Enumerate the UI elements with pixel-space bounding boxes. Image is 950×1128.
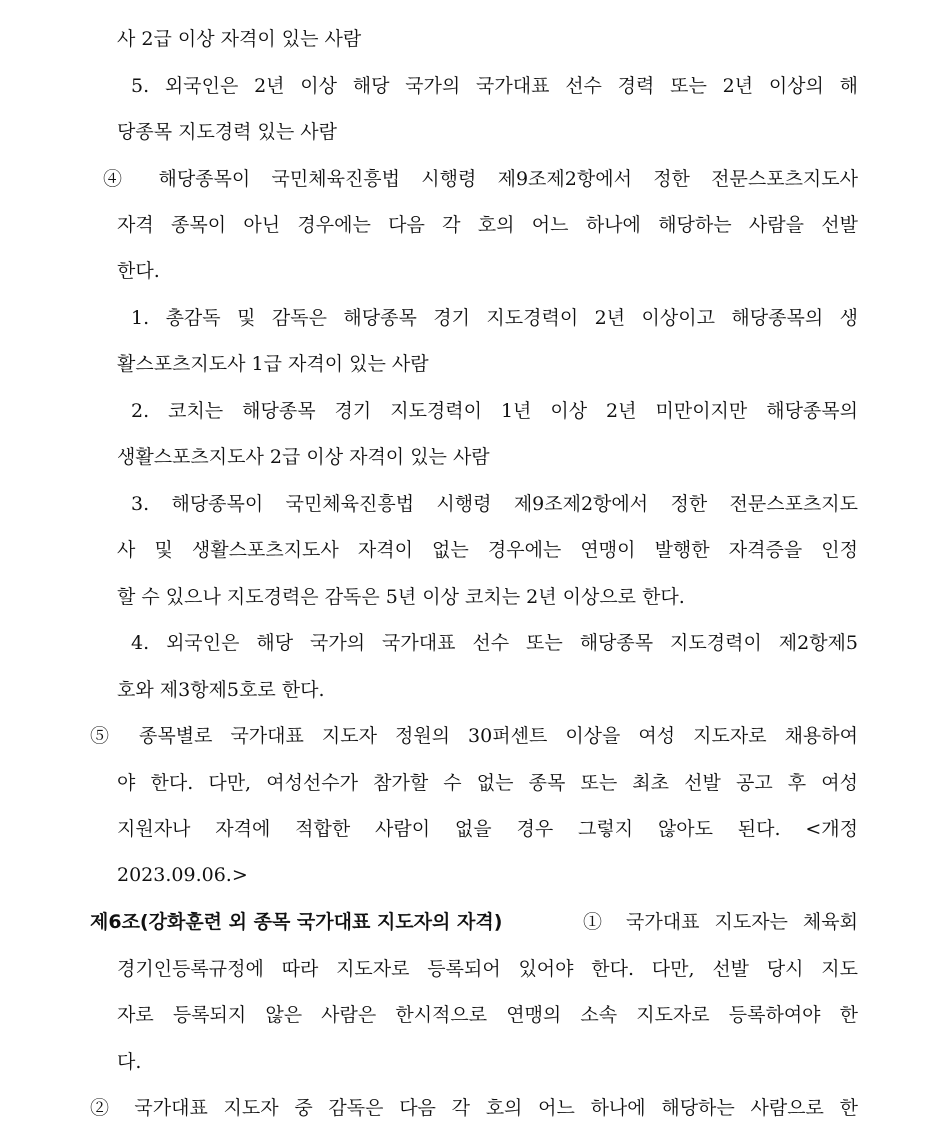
text-line: 생활스포츠지도사 2급 이상 자격이 있는 사람	[117, 446, 490, 468]
text-line: 야 한다. 다만, 여성선수가 참가할 수 없는 종목 또는 최초 선발 공고 후 여성	[117, 772, 858, 794]
text-line: ⑤ 종목별로 국가대표 지도자 정원의 30퍼센트 이상을 여성 지도자로 채용하여	[90, 725, 858, 747]
text-line: 2023.09.06.>	[117, 864, 248, 886]
text-line: 2. 코치는 해당종목 경기 지도경력이 1년 이상 2년 미만이지만 해당종목의	[131, 400, 858, 422]
text-line: 5. 외국인은 2년 이상 해당 국가의 국가대표 선수 경력 또는 2년 이상의 해	[131, 75, 858, 97]
text-line: 한다.	[117, 260, 160, 282]
text-line: 경기인등록규정에 따라 지도자로 등록되어 있어야 한다. 다만, 선발 당시 지도	[117, 958, 858, 980]
text-line: 사 및 생활스포츠지도사 자격이 없는 경우에는 연맹이 발행한 자격증을 인정	[117, 539, 858, 561]
text-line: 1. 총감독 및 감독은 해당종목 경기 지도경력이 2년 이상이고 해당종목의 생	[131, 307, 858, 329]
article-heading: 제6조(강화훈련 외 종목 국가대표 지도자의 자격)	[90, 911, 503, 933]
text-line: ② 국가대표 지도자 중 감독은 다음 각 호의 어느 하나에 해당하는 사람으로 한	[90, 1097, 858, 1119]
text-line: 당종목 지도경력 있는 사람	[117, 121, 338, 143]
text-line: 다.	[117, 1051, 142, 1073]
text-line: 호와 제3항제5호로 한다.	[117, 679, 325, 701]
text-line: 자격 종목이 아닌 경우에는 다음 각 호의 어느 하나에 해당하는 사람을 선발	[117, 214, 858, 236]
text-line: 사 2급 이상 자격이 있는 사람	[117, 28, 362, 50]
text-line: ① 국가대표 지도자는 체육회	[583, 911, 858, 933]
text-line: 3. 해당종목이 국민체육진흥법 시행령 제9조제2항에서 정한 전문스포츠지도	[131, 493, 858, 515]
text-line: 지원자나 자격에 적합한 사람이 없을 경우 그렇지 않아도 된다. <개정	[117, 818, 858, 840]
text-line: 4. 외국인은 해당 국가의 국가대표 선수 또는 해당종목 지도경력이 제2항제5	[131, 632, 858, 654]
text-line: 할 수 있으나 지도경력은 감독은 5년 이상 코치는 2년 이상으로 한다.	[117, 586, 685, 608]
text-line: 활스포츠지도사 1급 자격이 있는 사람	[117, 353, 429, 375]
text-line: ④ 해당종목이 국민체육진흥법 시행령 제9조제2항에서 정한 전문스포츠지도사	[103, 168, 858, 190]
text-line: 자로 등록되지 않은 사람은 한시적으로 연맹의 소속 지도자로 등록하여야 한	[117, 1004, 858, 1026]
